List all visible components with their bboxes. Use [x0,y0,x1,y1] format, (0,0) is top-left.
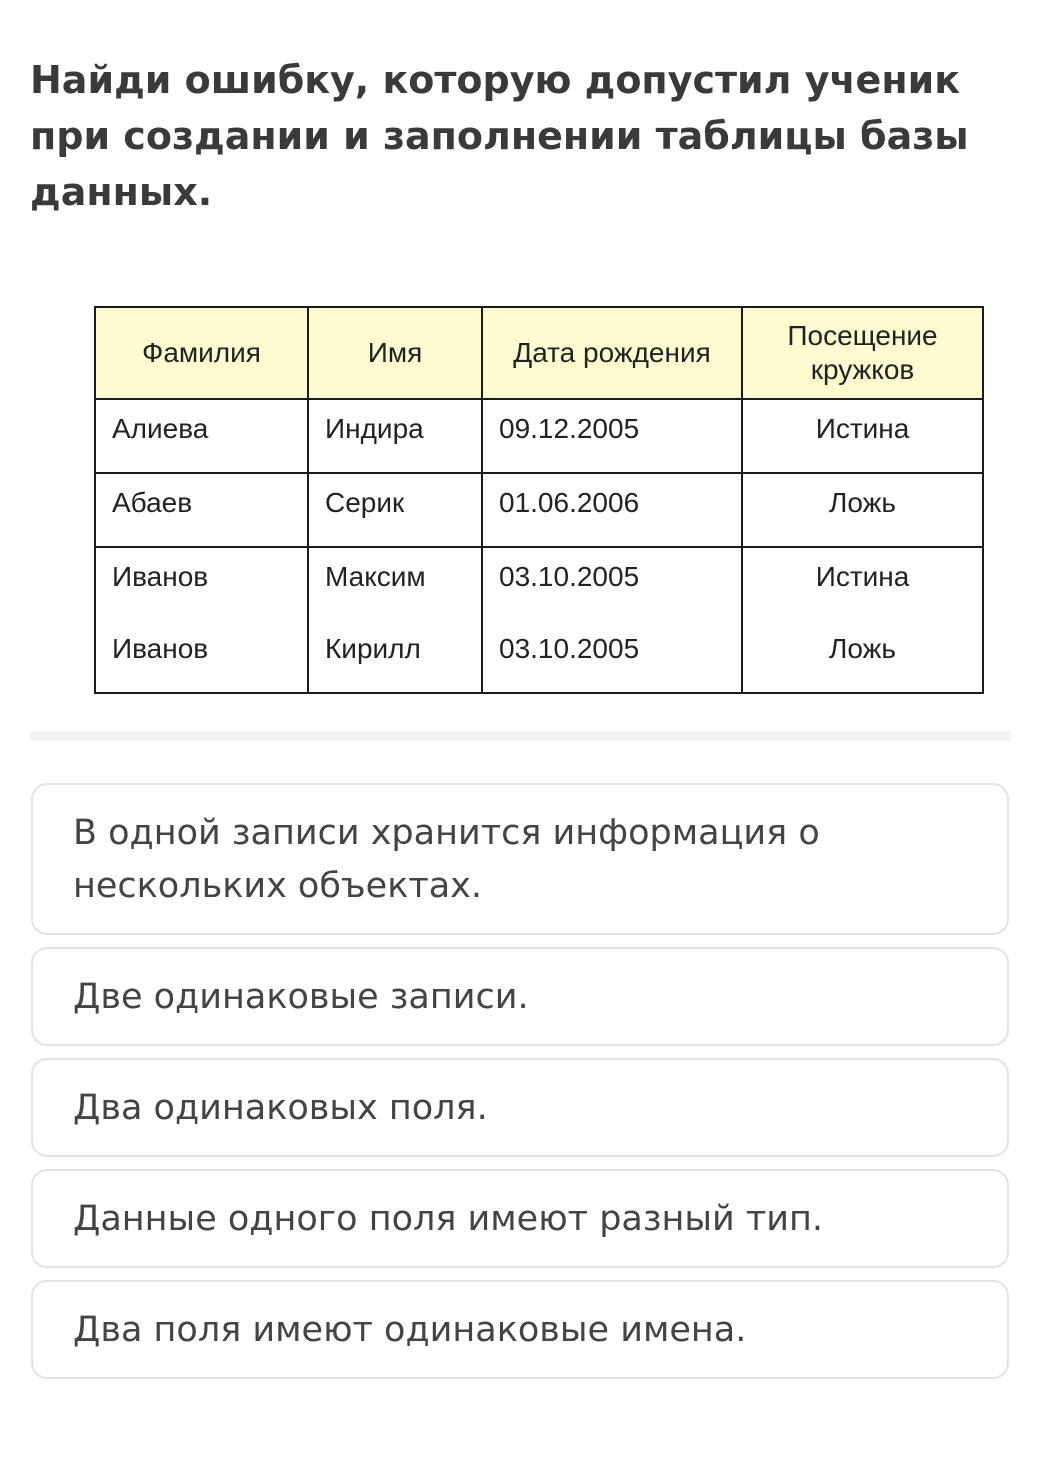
header-name: Имя [308,307,482,399]
table-cell: Алиева [95,399,308,473]
section-divider [30,731,1012,741]
table-cell: 09.12.2005 [482,399,742,473]
answer-option-4[interactable]: Данные одного поля имеют разный тип. [31,1169,1009,1268]
table-cell: Истина Ложь [742,547,983,693]
table-row [95,473,983,547]
table-cell: Индира [308,399,482,473]
table-cell: Истина [742,399,983,473]
answer-option-1[interactable]: В одной записи хранится информация о нескольких объектах. [31,783,1009,935]
answer-option-2[interactable]: Две одинаковые записи. [31,947,1009,1046]
table-cell: 01.06.2006 [482,473,742,547]
question-text: Найди ошибку, которую допустил ученик при создании и заполнении таблицы базы данных. [30,58,969,214]
answer-option-3[interactable]: Два одинаковых поля. [31,1058,1009,1157]
table-cell: Серик [308,473,482,547]
table-cell: Ложь [742,473,983,547]
table-cell: 03.10.2005 03.10.2005 [482,547,742,693]
answer-option-5[interactable]: Два поля имеют одинаковые имена. [31,1280,1009,1379]
table-row [95,399,983,473]
table-row [95,547,983,693]
table-cell: Абаев [95,473,308,547]
header-birthdate: Дата рождения [482,307,742,399]
table-cell: Иванов Иванов [95,547,308,693]
table-cell: Максим Кирилл [308,547,482,693]
header-club-attendance: Посещение кружков [742,307,983,399]
header-surname: Фамилия [95,307,308,399]
database-table-image [94,306,982,687]
table-header-row [95,307,983,399]
database-table [94,306,984,694]
